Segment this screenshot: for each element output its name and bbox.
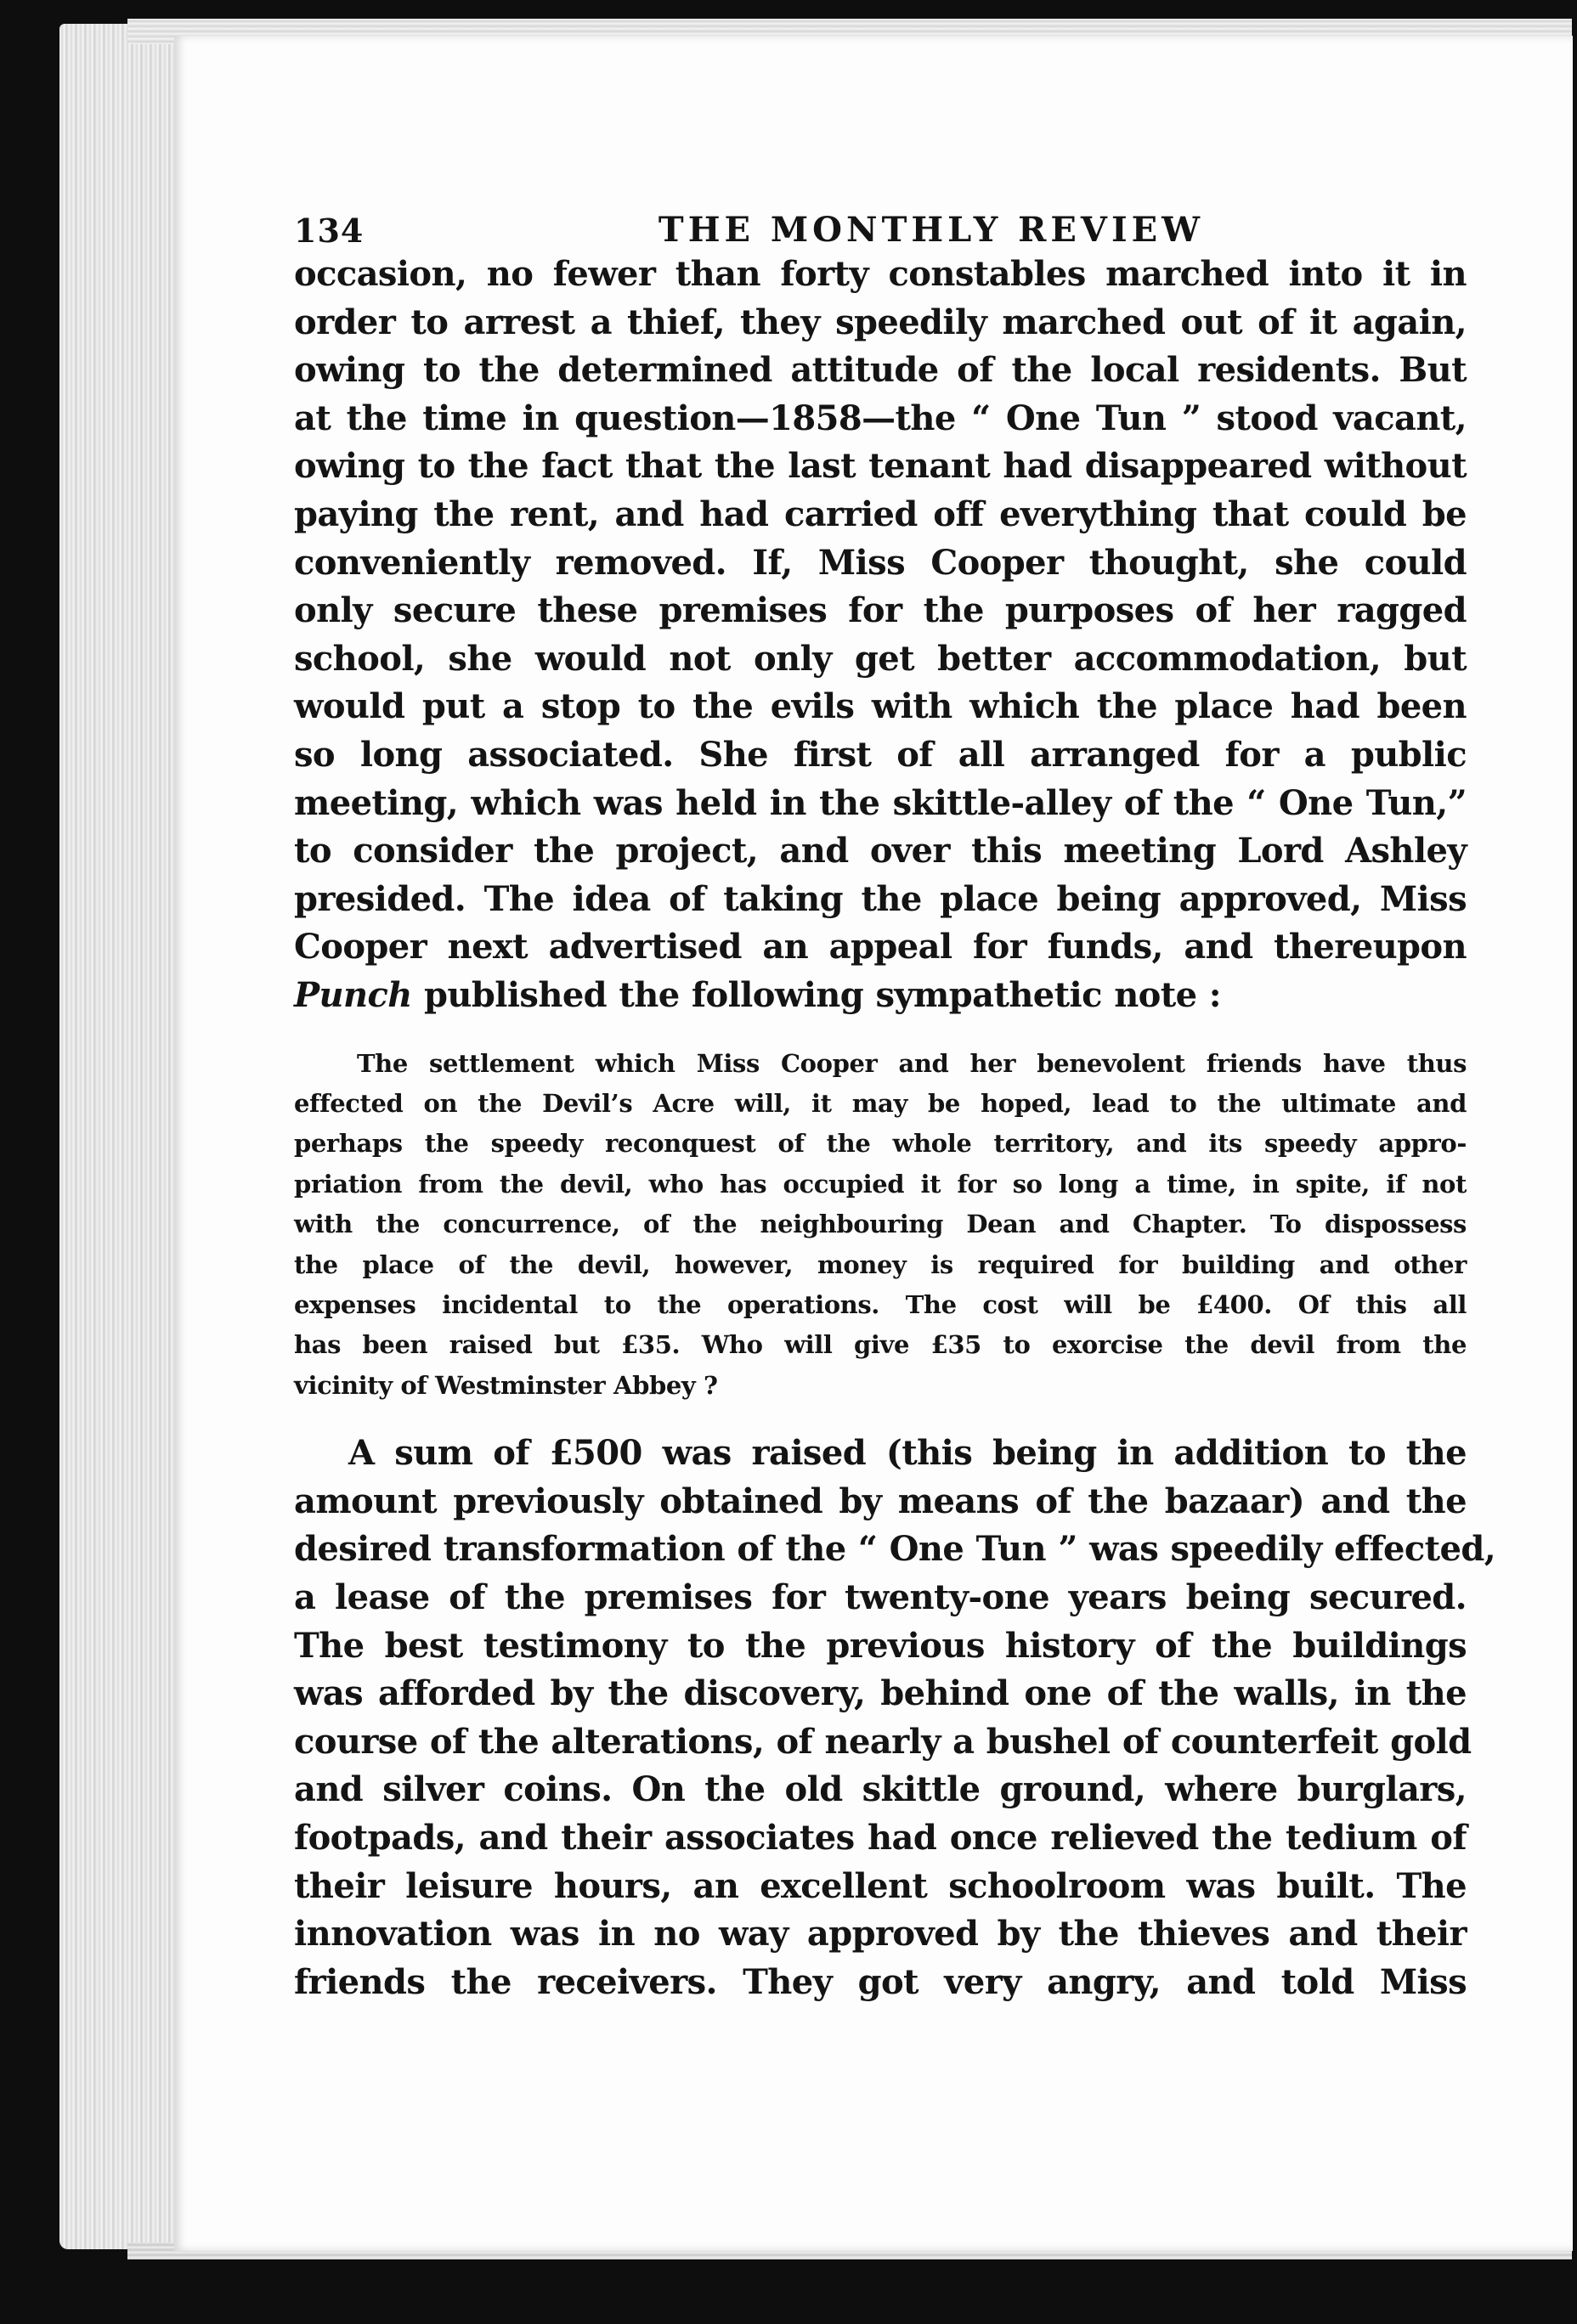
text-line: course of the alterations, of nearly a bushel of counterfeit gold bbox=[294, 1721, 1472, 1762]
text-line: friends the receivers. They got very angry, and told Miss bbox=[294, 1961, 1467, 2002]
text-line: A sum of £500 was raised (this being in addition to the bbox=[348, 1433, 1467, 1474]
paragraph-1 bbox=[294, 251, 1467, 1020]
quote-line: vicinity of Westminster Abbey ? bbox=[294, 1370, 718, 1400]
quote-line: The settlement which Miss Cooper and her benevolent friends have thus bbox=[357, 1048, 1467, 1078]
quote-line: with the concurrence, of the neighbouring Dean and Chapter. To dispossess bbox=[294, 1210, 1467, 1239]
text-line: owing to the fact that the last tenant had disappeared without bbox=[294, 446, 1467, 487]
text-line: conveniently removed. If, Miss Cooper thought, she could bbox=[294, 542, 1467, 583]
text-line: desired transformation of the “ One Tun ” was speedily effected, bbox=[294, 1529, 1496, 1570]
quote-line: priation from the devil, who has occupied it for so long a time, in spite, if not bbox=[294, 1169, 1467, 1199]
text-line: amount previously obtained by means of the bazaar) and the bbox=[294, 1481, 1467, 1521]
text-line: owing to the determined attitude of the local residents. But bbox=[294, 350, 1467, 391]
text-line: would put a stop to the evils with which the place had been bbox=[294, 686, 1467, 727]
quote-line: has been raised but £35. Who will give £35 to exorcise the devil from the bbox=[294, 1330, 1467, 1360]
text-line: a lease of the premises for twenty-one years being secured. bbox=[294, 1577, 1467, 1617]
text-line: to consider the project, and over this meeting Lord Ashley bbox=[294, 831, 1467, 872]
text-line: occasion, no fewer than forty constables marched into it in bbox=[294, 254, 1467, 294]
quote-line: effected on the Devil’s Acre will, it may be hoped, lead to the ultimate and bbox=[294, 1088, 1467, 1118]
paragraph-2 bbox=[294, 1430, 1496, 2006]
book-page-edges bbox=[59, 24, 178, 2249]
text-line: order to arrest a thief, they speedily marched out of it again, bbox=[294, 302, 1467, 342]
text-line: Cooper next advertised an appeal for funds, and thereupon bbox=[294, 927, 1467, 967]
text-line: presided. The idea of taking the place being approved, Miss bbox=[294, 878, 1467, 919]
quote-line: expenses incidental to the operations. The cost will be £400. Of this all bbox=[294, 1289, 1467, 1319]
text-line: The best testimony to the previous history of the buildings bbox=[294, 1625, 1467, 1666]
italic-title: Punch bbox=[294, 974, 412, 1015]
text-line: paying the rent, and had carried off everything that could be bbox=[294, 494, 1467, 534]
text-line: innovation was in no way approved by the thieves and their bbox=[294, 1914, 1467, 1955]
page-number: 134 bbox=[294, 212, 365, 250]
block-quote bbox=[294, 1044, 1467, 1407]
text-line: so long associated. She first of all arranged for a public bbox=[294, 734, 1467, 775]
text-block bbox=[294, 174, 1496, 2006]
text-line: only secure these premises for the purposes of her ragged bbox=[294, 590, 1467, 631]
quote-line: perhaps the speedy reconquest of the whole territory, and its speedy appro- bbox=[294, 1129, 1467, 1159]
running-head bbox=[294, 174, 1467, 251]
text-line: meeting, which was held in the skittle-alley of the “ One Tun,” bbox=[294, 782, 1467, 823]
quote-line: the place of the devil, however, money is required for building and other bbox=[294, 1249, 1467, 1279]
text-line bbox=[294, 972, 1467, 1020]
text-line: footpads, and their associates had once relieved the tedium of bbox=[294, 1817, 1467, 1858]
line-remainder: published the following sympathetic note : bbox=[411, 974, 1221, 1015]
text-line: and silver coins. On the old skittle ground, where burglars, bbox=[294, 1769, 1467, 1810]
text-line: their leisure hours, an excellent schoolroom was built. The bbox=[294, 1865, 1467, 1906]
text-line: was afforded by the discovery, behind one of the walls, in the bbox=[294, 1673, 1467, 1714]
journal-title: THE MONTHLY REVIEW bbox=[658, 210, 1205, 250]
text-line: school, she would not only get better accommodation, but bbox=[294, 638, 1467, 679]
text-line: at the time in question—1858—the “ One Tun ” stood vacant, bbox=[294, 398, 1467, 438]
